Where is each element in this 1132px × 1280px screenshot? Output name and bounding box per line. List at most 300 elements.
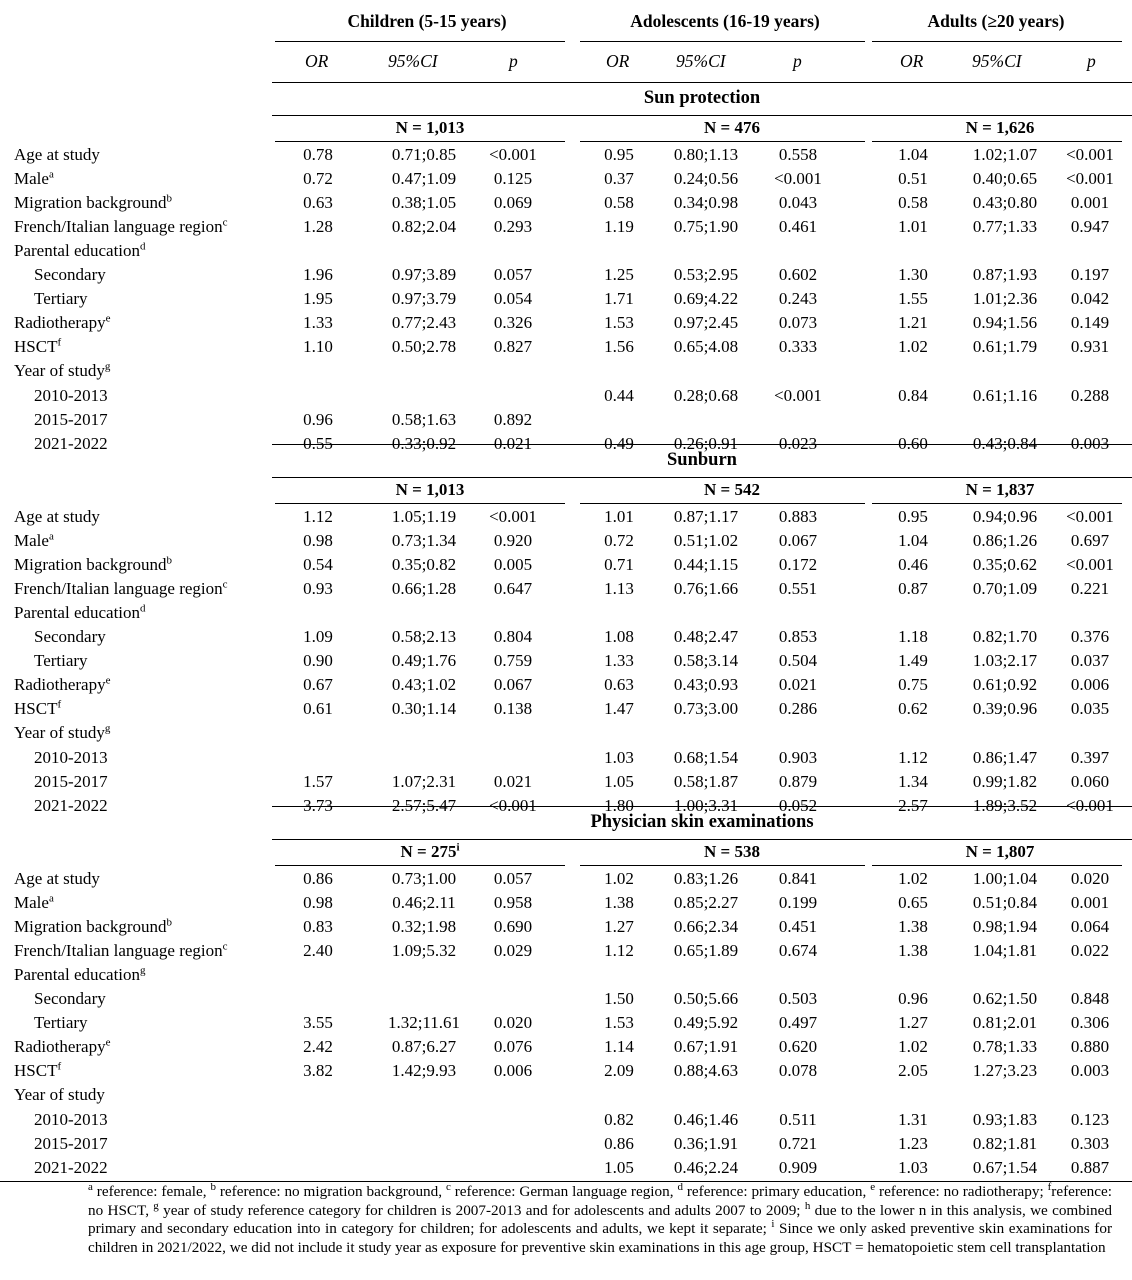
row-label-text: Year of study: [14, 1085, 105, 1105]
row-label-text: 2010-2013: [34, 1109, 108, 1129]
table-cell: 0.93: [303, 579, 333, 599]
table-cell: 1.13: [604, 579, 634, 599]
row-label: [14, 915, 172, 939]
table-cell: 0.83;1.26: [673, 869, 739, 888]
sample-size-rule: [275, 141, 565, 142]
table-cell: 1.00;3.31: [673, 795, 739, 815]
table-cell: <0.001: [489, 145, 537, 164]
table-cell: 0.064: [1070, 917, 1110, 937]
table-cell: 0.98: [303, 893, 333, 913]
footnote-text: Since we only asked preventive skin examinations for children in 2021/2022, we did not include it study year as exposure for preventive skin examinations in this age group, HSCT = hematopoietic stem cell transplantation: [88, 1220, 1113, 1256]
table-cell: 0.40;0.65: [972, 169, 1038, 189]
table-cell: 1.01;2.36: [972, 289, 1038, 309]
footnote-marker: e: [870, 1180, 876, 1193]
row-label: [14, 867, 100, 891]
table-cell: 1.09: [303, 627, 333, 647]
row-label-text: Age at study: [14, 145, 100, 164]
table-cell: 0.50;5.66: [673, 989, 739, 1009]
section-rule: [272, 115, 1132, 116]
footnote-marker: i: [771, 1218, 775, 1231]
table-cell: 0.97;3.89: [391, 265, 457, 285]
sample-size-rule: [580, 865, 865, 866]
table-cell: 0.149: [1070, 313, 1110, 333]
table-cell: 0.86: [604, 1133, 634, 1153]
table-cell: 1.02: [604, 869, 634, 888]
sample-size: [330, 842, 530, 862]
table-cell: 1.01: [604, 507, 634, 526]
table-cell: 0.49;5.92: [673, 1013, 739, 1033]
table-row: [0, 915, 1132, 939]
table-cell: 0.880: [1070, 1037, 1110, 1057]
table-cell: 0.99;1.82: [972, 771, 1038, 791]
table-cell: 1.28: [303, 217, 333, 237]
footnote-marker: h: [804, 1199, 811, 1212]
table-row: [0, 939, 1132, 963]
footnote-marker: e: [105, 312, 111, 325]
table-cell: 2.57: [898, 795, 928, 815]
table-row: [0, 1156, 1132, 1180]
table-cell: 1.14: [604, 1037, 634, 1057]
table-row: [0, 408, 1132, 432]
table-cell: 0.86: [303, 869, 333, 888]
row-label-text: Parental education: [14, 965, 141, 985]
row-label-text: Radiotherapy: [14, 675, 106, 695]
footnote-marker: b: [210, 1180, 216, 1193]
table-cell: 0.069: [493, 193, 533, 213]
table-cell: 0.47;1.09: [391, 169, 457, 189]
table-cell: 1.02: [898, 869, 928, 888]
section-title: Physician skin examinations: [590, 812, 814, 832]
row-label: [14, 505, 100, 529]
table-cell: 0.65;1.89: [673, 941, 739, 961]
row-label-text: Migration background: [14, 917, 167, 937]
table-cell: 0.021: [778, 675, 818, 695]
table-cell: 0.243: [778, 289, 818, 309]
footnote-text: due to the lower n in this analysis, we combined primary and secondary education into in category for children; for adolescents and adults, we kept it separate;: [88, 1201, 1112, 1238]
table-cell: 0.199: [778, 893, 818, 913]
table-cell: 1.21: [898, 313, 928, 333]
table-cell: 0.44;1.15: [673, 555, 739, 575]
table-cell: 2.57;5.47: [391, 795, 457, 815]
table-cell: 0.690: [493, 917, 533, 937]
table-cell: 0.34;0.98: [673, 193, 739, 213]
row-label-text: Secondary: [34, 989, 106, 1009]
sample-size-rule: [580, 141, 865, 142]
table-cell: 0.057: [493, 265, 533, 285]
table-cell: 1.23: [898, 1133, 928, 1153]
table-cell: 0.003: [1070, 1061, 1110, 1081]
table-cell: 0.62;1.50: [972, 989, 1038, 1009]
table-cell: 0.81;2.01: [972, 1013, 1038, 1033]
table-cell: <0.001: [1066, 145, 1114, 164]
table-cell: <0.001: [489, 507, 537, 526]
table-cell: 0.827: [493, 337, 533, 357]
row-label: [14, 963, 146, 987]
table-cell: 0.883: [778, 507, 818, 526]
table-cell: 1.42;9.93: [391, 1061, 457, 1081]
table-cell: 1.18: [898, 627, 928, 647]
ci-header: 95%CI: [676, 51, 726, 71]
table-cell: 0.73;1.34: [391, 531, 457, 551]
table-cell: 0.78: [303, 145, 333, 164]
table-row: [0, 505, 1132, 529]
table-cell: <0.001: [774, 385, 822, 405]
table-cell: 0.023: [778, 433, 818, 453]
table-row: [0, 215, 1132, 239]
footnote-marker: d: [140, 602, 146, 615]
table-cell: 0.035: [1070, 699, 1110, 719]
table-cell: 0.054: [493, 289, 533, 309]
table-cell: 0.43;0.84: [972, 433, 1038, 453]
row-label: [34, 408, 108, 432]
table-cell: 1.12: [604, 941, 634, 961]
table-cell: 0.620: [778, 1037, 818, 1057]
table-cell: 0.503: [778, 989, 818, 1009]
table-cell: 0.58: [604, 193, 634, 213]
footnote-marker: f: [57, 698, 62, 711]
table-cell: 0.82;1.70: [972, 627, 1038, 647]
footnote-marker: f: [1047, 1180, 1052, 1193]
footnote-marker: a: [88, 1180, 93, 1193]
sample-size-rule: [580, 503, 865, 504]
table-cell: 0.82: [604, 1109, 634, 1129]
section-title: Sunburn: [667, 450, 737, 470]
table-cell: 1.27: [898, 1013, 928, 1033]
table-cell: 0.306: [1070, 1013, 1110, 1033]
table-cell: 0.58;3.14: [673, 651, 739, 671]
table-cell: 0.36;1.91: [673, 1133, 739, 1153]
table-cell: 1.80: [604, 795, 634, 815]
table-row: [0, 963, 1132, 987]
group-header-children: Children (5-15 years): [347, 10, 507, 31]
table-cell: 0.511: [779, 1109, 817, 1129]
table-cell: <0.001: [1066, 795, 1114, 815]
table-cell: 1.12: [898, 747, 928, 767]
table-cell: 1.30: [898, 265, 928, 285]
table-cell: 1.49: [898, 651, 928, 671]
table-cell: 0.35;0.82: [391, 555, 457, 575]
row-label-text: Male: [14, 169, 49, 189]
table-cell: 0.61: [303, 699, 333, 719]
footnote-marker: b: [166, 554, 172, 567]
table-cell: 0.958: [493, 893, 533, 913]
table-cell: 0.83: [303, 917, 333, 937]
row-label: [34, 384, 108, 408]
table-cell: <0.001: [1066, 507, 1114, 526]
row-label: [14, 311, 110, 335]
table-cell: 0.78;1.33: [972, 1037, 1038, 1057]
sample-size: [632, 118, 832, 138]
table-cell: 1.03: [604, 747, 634, 767]
table-cell: 0.86;1.47: [972, 747, 1038, 767]
table-cell: 1.56: [604, 337, 634, 357]
table-cell: 0.43;1.02: [391, 675, 457, 695]
table-cell: 0.84: [898, 385, 928, 405]
table-cell: 1.25: [604, 265, 634, 285]
table-cell: 1.32;11.61: [387, 1013, 461, 1033]
row-label-text: Age at study: [14, 869, 100, 888]
table-cell: 0.123: [1070, 1109, 1110, 1129]
table-cell: 1.10: [303, 337, 333, 357]
table-cell: 0.029: [493, 941, 533, 961]
table-cell: 0.804: [493, 627, 533, 647]
table-cell: 0.903: [778, 747, 818, 767]
sample-size: [632, 480, 832, 500]
table-cell: 1.53: [604, 1013, 634, 1033]
table-cell: 0.58;1.87: [673, 771, 739, 791]
table-cell: 0.65;4.08: [673, 337, 739, 357]
table-cell: 0.72: [604, 531, 634, 551]
table-cell: 0.61;0.92: [972, 675, 1038, 695]
table-cell: 1.03: [898, 1157, 928, 1177]
table-cell: 0.020: [1070, 869, 1110, 888]
row-label-text: Age at study: [14, 507, 100, 526]
table-cell: 0.70;1.09: [972, 579, 1038, 599]
table-cell: 0.887: [1070, 1157, 1110, 1177]
table-cell: 0.376: [1070, 627, 1110, 647]
table-cell: 0.46;2.11: [392, 893, 456, 913]
ci-header: 95%CI: [972, 51, 1022, 71]
table-cell: 0.50;2.78: [391, 337, 457, 357]
row-label-text: HSCT: [14, 1061, 58, 1081]
table-row: [0, 625, 1132, 649]
row-label: [34, 649, 88, 673]
table-cell: 0.98: [303, 531, 333, 551]
table-cell: 0.26;0.91: [673, 433, 739, 453]
table-cell: 0.73;3.00: [673, 699, 739, 719]
table-cell: 3.82: [303, 1061, 333, 1081]
table-cell: 3.55: [303, 1013, 333, 1033]
table-cell: 0.75: [898, 675, 928, 695]
row-label-text: Secondary: [34, 627, 106, 647]
sample-size-text: N = 1,807: [965, 842, 1035, 861]
group-header-adults: Adults (≥20 years): [927, 10, 1065, 31]
footnote-marker: g: [153, 1199, 159, 1212]
row-label: [14, 891, 54, 915]
table-cell: 0.65: [898, 893, 928, 913]
table-cell: 0.076: [493, 1037, 533, 1057]
table-cell: 1.02: [898, 1037, 928, 1057]
row-label: [14, 1035, 110, 1059]
row-label-text: French/Italian language region: [14, 217, 223, 237]
footnote-marker: g: [104, 722, 111, 735]
table-cell: 0.96: [898, 989, 928, 1009]
table-cell: 2.40: [303, 941, 333, 961]
table-cell: 0.397: [1070, 747, 1110, 767]
row-label-text: French/Italian language region: [14, 579, 223, 599]
footnote-marker: f: [57, 336, 62, 349]
row-label: [14, 697, 61, 721]
table-cell: 0.58: [898, 193, 928, 213]
footnote-marker: g: [140, 964, 146, 977]
footnote-marker: e: [105, 1036, 111, 1049]
table-row: [0, 746, 1132, 770]
sample-size-row: [0, 480, 1132, 504]
table-cell: 0.288: [1070, 385, 1110, 405]
sample-size-rule: [275, 865, 565, 866]
table-cell: 0.052: [778, 795, 818, 815]
table-row: [0, 1083, 1132, 1107]
table-cell: 0.66;1.28: [391, 579, 457, 599]
row-label: [34, 987, 106, 1011]
table-cell: 1.50: [604, 989, 634, 1009]
table-cell: 0.77;1.33: [972, 217, 1038, 237]
table-cell: 1.95: [303, 289, 333, 309]
table-cell: 0.61;1.16: [972, 385, 1038, 405]
table-cell: 0.078: [778, 1061, 818, 1081]
table-row: [0, 1108, 1132, 1132]
table-cell: 1.05: [604, 771, 634, 791]
table-cell: 0.759: [493, 651, 533, 671]
table-cell: 2.09: [604, 1061, 634, 1081]
table-cell: 0.35;0.62: [972, 555, 1038, 575]
table-cell: 2.05: [898, 1061, 928, 1081]
footnote-marker: g: [104, 360, 111, 373]
table-cell: 0.63: [303, 193, 333, 213]
table-cell: 0.43;0.93: [673, 675, 739, 695]
table-cell: 0.88;4.63: [673, 1061, 739, 1081]
footnote-text: year of study reference category for children is 2007-2013 and for adolescents and adults 2007 to 2009;: [158, 1201, 805, 1219]
sample-size-rule: [872, 503, 1122, 504]
table-cell: 0.721: [778, 1133, 818, 1153]
table-cell: 0.558: [778, 145, 818, 164]
table-row: [0, 577, 1132, 601]
row-label-text: Year of study: [14, 723, 105, 743]
table-cell: <0.001: [1066, 555, 1114, 575]
sample-size-text: N = 542: [704, 480, 760, 499]
footnote-text: reference: German language region,: [450, 1183, 678, 1200]
table-cell: 1.27: [604, 917, 634, 937]
sample-size-text: N = 1,837: [965, 480, 1035, 499]
row-label: [14, 143, 100, 167]
table-row: [0, 770, 1132, 794]
table-cell: 1.19: [604, 217, 634, 237]
row-label-text: Year of study: [14, 361, 105, 381]
table-cell: 0.037: [1070, 651, 1110, 671]
row-label: [34, 794, 108, 818]
table-cell: 1.01: [898, 217, 928, 237]
sample-size: [900, 480, 1100, 500]
table-row: [0, 287, 1132, 311]
footnote-marker: f: [57, 1060, 62, 1073]
row-label-text: Tertiary: [34, 289, 88, 309]
table-cell: 0.39;0.96: [972, 699, 1038, 719]
table-cell: 1.89;3.52: [972, 795, 1038, 815]
p-header: p: [509, 51, 518, 71]
table-cell: 1.09;5.32: [391, 941, 457, 961]
row-label: [34, 432, 108, 456]
table-cell: 1.04: [898, 145, 928, 164]
footnote-marker: i: [456, 841, 460, 854]
table-cell: 0.892: [493, 409, 533, 429]
table-cell: 0.853: [778, 627, 818, 647]
table-cell: 0.51: [898, 169, 928, 189]
table-row: [0, 697, 1132, 721]
sample-size: [632, 842, 832, 862]
table-cell: 0.60: [898, 433, 928, 453]
table-cell: 0.87;1.17: [673, 507, 739, 526]
table-cell: 0.97;2.45: [673, 313, 739, 333]
footnote-marker: d: [677, 1180, 683, 1193]
table-cell: 0.451: [778, 917, 818, 937]
table-cell: 2.42: [303, 1037, 333, 1057]
table-cell: <0.001: [1066, 169, 1114, 189]
sample-size: [900, 118, 1100, 138]
table-cell: 1.07;2.31: [391, 771, 457, 791]
table-cell: 0.697: [1070, 531, 1110, 551]
table-cell: 0.461: [778, 217, 818, 237]
sample-size-text: N = 1,626: [965, 118, 1035, 137]
row-label-text: Tertiary: [34, 651, 88, 671]
table-cell: 0.75;1.90: [673, 217, 739, 237]
table-cell: 3.73: [303, 795, 333, 815]
table-cell: 1.96: [303, 265, 333, 285]
table-cell: <0.001: [489, 795, 537, 815]
table-cell: 1.05;1.19: [391, 507, 457, 526]
table-cell: 0.001: [1070, 893, 1110, 913]
row-label: [14, 191, 172, 215]
table-row: [0, 529, 1132, 553]
row-label: [34, 1011, 88, 1035]
p-header: p: [793, 51, 802, 71]
sample-size-text: N = 1,013: [395, 118, 465, 137]
table-row: [0, 263, 1132, 287]
footnote-marker: c: [222, 216, 228, 229]
table-cell: 0.30;1.14: [391, 699, 457, 719]
table-row: [0, 384, 1132, 408]
table-cell: 1.04: [898, 531, 928, 551]
table-cell: 0.72: [303, 169, 333, 189]
table-cell: 1.33: [303, 313, 333, 333]
row-label-text: 2015-2017: [34, 1133, 108, 1153]
table-cell: 0.58;1.63: [391, 409, 457, 429]
table-cell: 0.138: [493, 699, 533, 719]
row-label: [14, 215, 228, 239]
table-cell: 1.27;3.23: [972, 1061, 1038, 1081]
table-cell: 0.021: [493, 433, 533, 453]
row-label-text: 2010-2013: [34, 385, 108, 405]
table-cell: 1.05: [604, 1157, 634, 1177]
row-label: [14, 601, 146, 625]
table-row: [0, 359, 1132, 383]
row-label-text: Male: [14, 531, 49, 551]
footnote-marker: b: [166, 916, 172, 929]
table-cell: 0.43;0.80: [972, 193, 1038, 213]
table-cell: 0.77;2.43: [391, 313, 457, 333]
table-row: [0, 1011, 1132, 1035]
row-label-text: French/Italian language region: [14, 941, 223, 961]
footnotes: [88, 1180, 1113, 1257]
table-cell: 0.28;0.68: [673, 385, 739, 405]
sample-size-text: N = 275: [400, 842, 457, 861]
table-cell: 0.98;1.94: [972, 917, 1038, 937]
table-row: [0, 649, 1132, 673]
table-cell: 0.497: [778, 1013, 818, 1033]
table-cell: <0.001: [774, 169, 822, 189]
footnote-marker: b: [166, 192, 172, 205]
row-label: [14, 529, 54, 553]
table-cell: 0.060: [1070, 771, 1110, 791]
table-cell: 0.63: [604, 675, 634, 695]
row-label: [14, 673, 110, 697]
table-cell: 0.69;4.22: [673, 289, 739, 309]
table-cell: 0.97;3.79: [391, 289, 457, 309]
row-label: [14, 939, 228, 963]
table-cell: 0.303: [1070, 1133, 1110, 1153]
footnote-marker: a: [48, 892, 54, 905]
table-cell: 0.66;2.34: [673, 917, 739, 937]
table-cell: 1.47: [604, 699, 634, 719]
